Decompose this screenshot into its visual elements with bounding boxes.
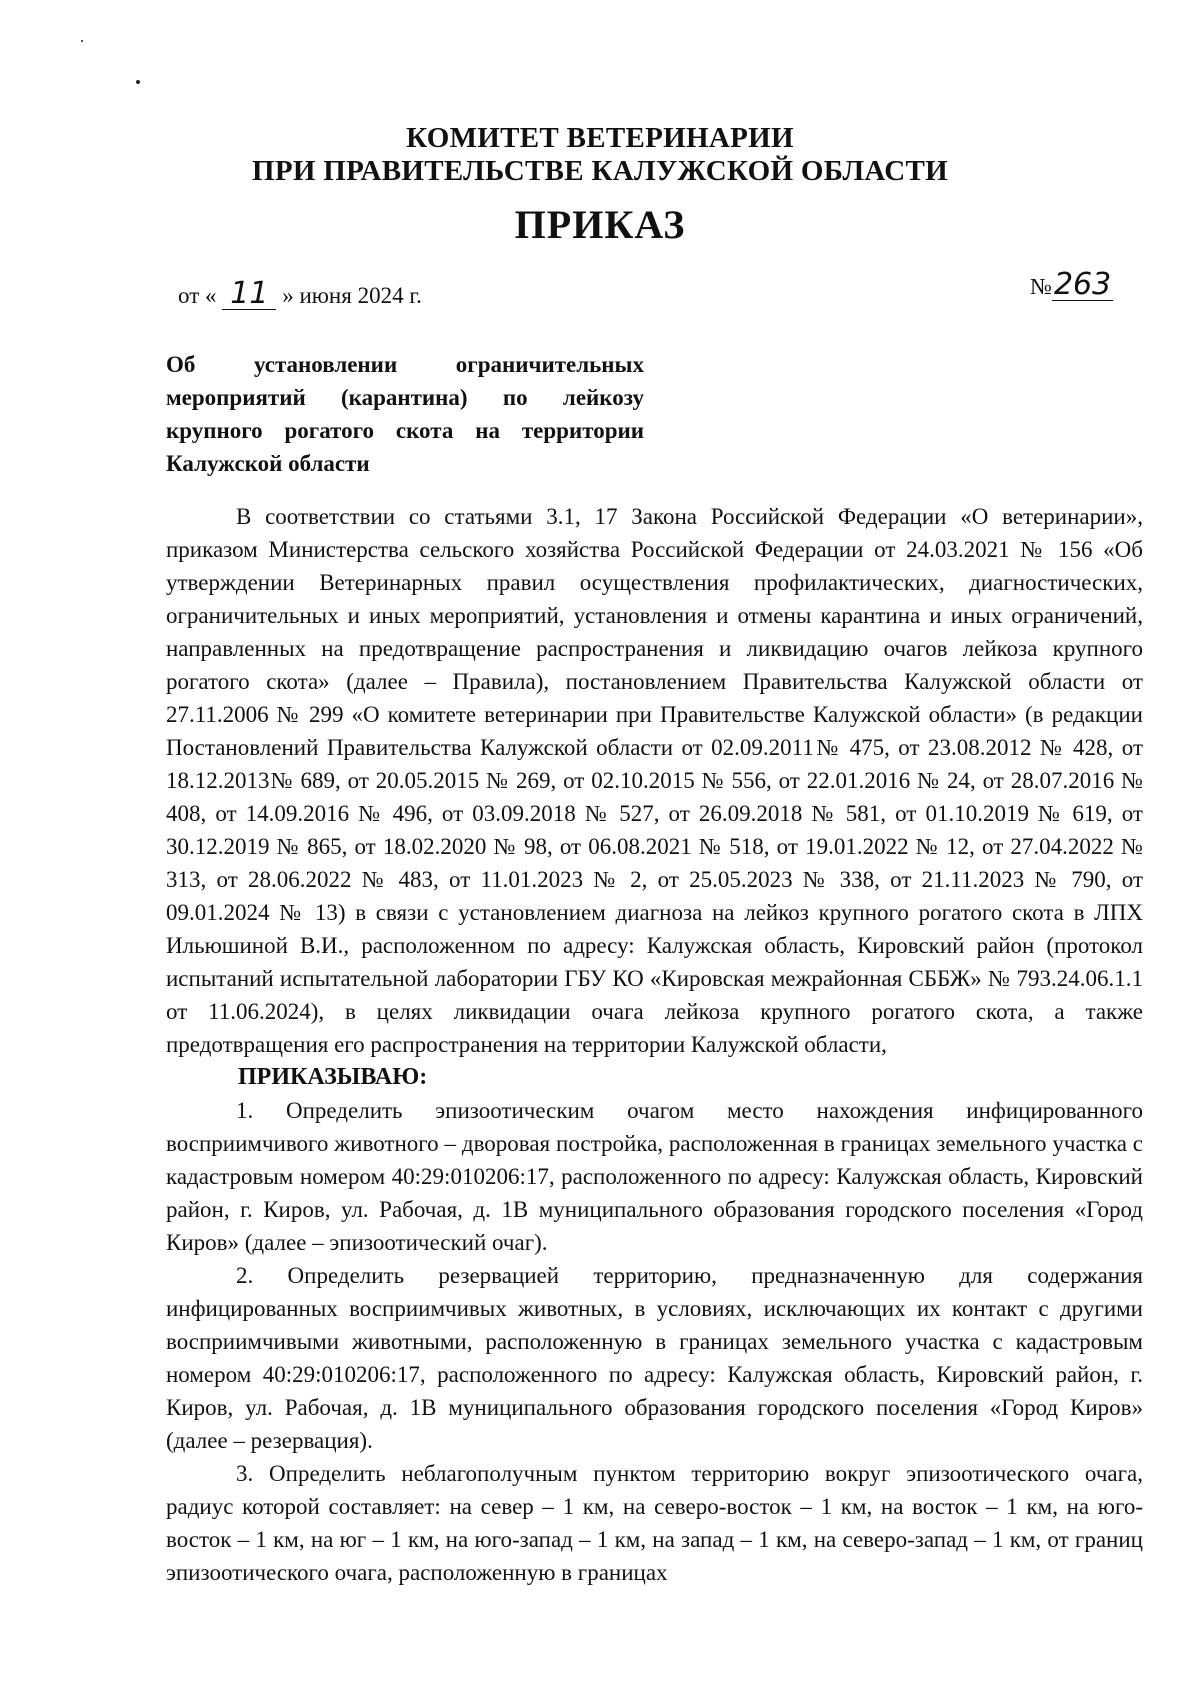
organization-name-line2: ПРИ ПРАВИТЕЛЬСТВЕ КАЛУЖСКОЙ ОБЛАСТИ (252, 155, 948, 187)
order-item-2: 2. Определить резервацией территорию, предназначенную для содержания инфицированных восприимчивых животных, в условиях, исключающих их контакт с другими восприимчивыми животными, расположенную в границах земельного участка с кадастровым номером 40:29:010206:17, расположенного по адресу: Калужская область, Кировский район, г. Киров, ул. Рабочая, д. 1В муниципального образования городского поселения «Город Киров» (далее – резервация). (166, 1263, 1143, 1453)
order-heading: ПРИКАЗЫВАЮ: (238, 1064, 428, 1090)
date-day-handwritten: 11 (222, 279, 276, 310)
document-date (178, 276, 422, 311)
order-item-3: 3. Определить неблагополучным пунктом территорию вокруг эпизоотического очага, радиус которой составляет: на север – 1 км, на северо-восток – 1 км, на восток – 1 км, на юго-восток – 1 км, на юг – 1 км, на юго-запад – 1 км, на запад – 1 км, на северо-запад – 1 км, от границ эпизоотического очага, расположенную в границах (166, 1461, 1143, 1585)
subject-line: крупного рогатого скота на территории (166, 418, 644, 443)
document-number (1030, 267, 1113, 302)
order-item-1: 1. Определить эпизоотическим очагом место нахождения инфицированного восприимчивого животного – дворовая постройка, расположенная в границах земельного участка с кадастровым номером 40:29:010206:17, расположенного по адресу: Калужская область, Кировский район, г. Киров, ул. Рабочая, д. 1В муниципального образования городского поселения «Город Киров» (далее – эпизоотический очаг). (166, 1098, 1143, 1255)
document-body (166, 500, 1143, 1589)
document-subject (166, 348, 644, 480)
organization-name-line1: КОМИТЕТ ВЕТЕРИНАРИИ (406, 122, 794, 154)
subject-line: мероприятий (карантина) по лейкозу (166, 385, 644, 410)
number-handwritten: 263 (1053, 267, 1112, 302)
date-prefix: от « (178, 283, 217, 308)
scan-speck (136, 80, 140, 84)
subject-line: Калужской области (166, 451, 370, 476)
date-suffix: » июня 2024 г. (282, 283, 422, 308)
subject-line: Об установлении ограничительных (166, 352, 644, 377)
document-type-title: ПРИКАЗ (514, 202, 686, 247)
scan-speck (81, 40, 83, 42)
preamble-paragraph: В соответствии со статьями 3.1, 17 Закона Российской Федерации «О ветеринарии», приказом Министерства сельского хозяйства Российской Федерации от 24.03.2021 № 156 «Об утверждении Ветеринарных правил осуществления профилактических, диагностических, ограничительных и иных мероприятий, установления и отмены карантина и иных ограничений, направленных на предотвращение распространения и ликвидацию очагов лейкоза крупного рогатого скота» (далее – Правила), постановлением Правительства Калужской области от 27.11.2006 № 299 «О комитете ветеринарии при Правительстве Калужской области» (в редакции Постановлений Правительства Калужской области от 02.09.2011№ 475, от 23.08.2012 № 428, от 18.12.2013№ 689, от 20.05.2015 № 269, от 02.10.2015 № 556, от 22.01.2016 № 24, от 28.07.2016 № 408, от 14.09.2016 № 496, от 03.09.2018 № 527, от 26.09.2018 № 581, от 01.10.2019 № 619, от 30.12.2019 № 865, от 18.02.2020 № 98, от 06.08.2021 № 518, от 19.01.2022 № 12, от 27.04.2022 № 313, от 28.06.2022 № 483, от 11.01.2023 № 2, от 25.05.2023 № 338, от 21.11.2023 № 790, от 09.01.2024 № 13) в связи с установлением диагноза на лейкоз крупного рогатого скота в ЛПХ Ильюшиной В.И., расположенном по адресу: Калужская область, Кировский район (протокол испытаний испытательной лаборатории ГБУ КО «Кировская межрайонная СББЖ» № 793.24.06.1.1 от 11.06.2024), в целях ликвидации очага лейкоза крупного рогатого скота, а также предотвращения его распространения на территории Калужской области, (166, 504, 1143, 1057)
number-prefix: № (1030, 274, 1052, 299)
